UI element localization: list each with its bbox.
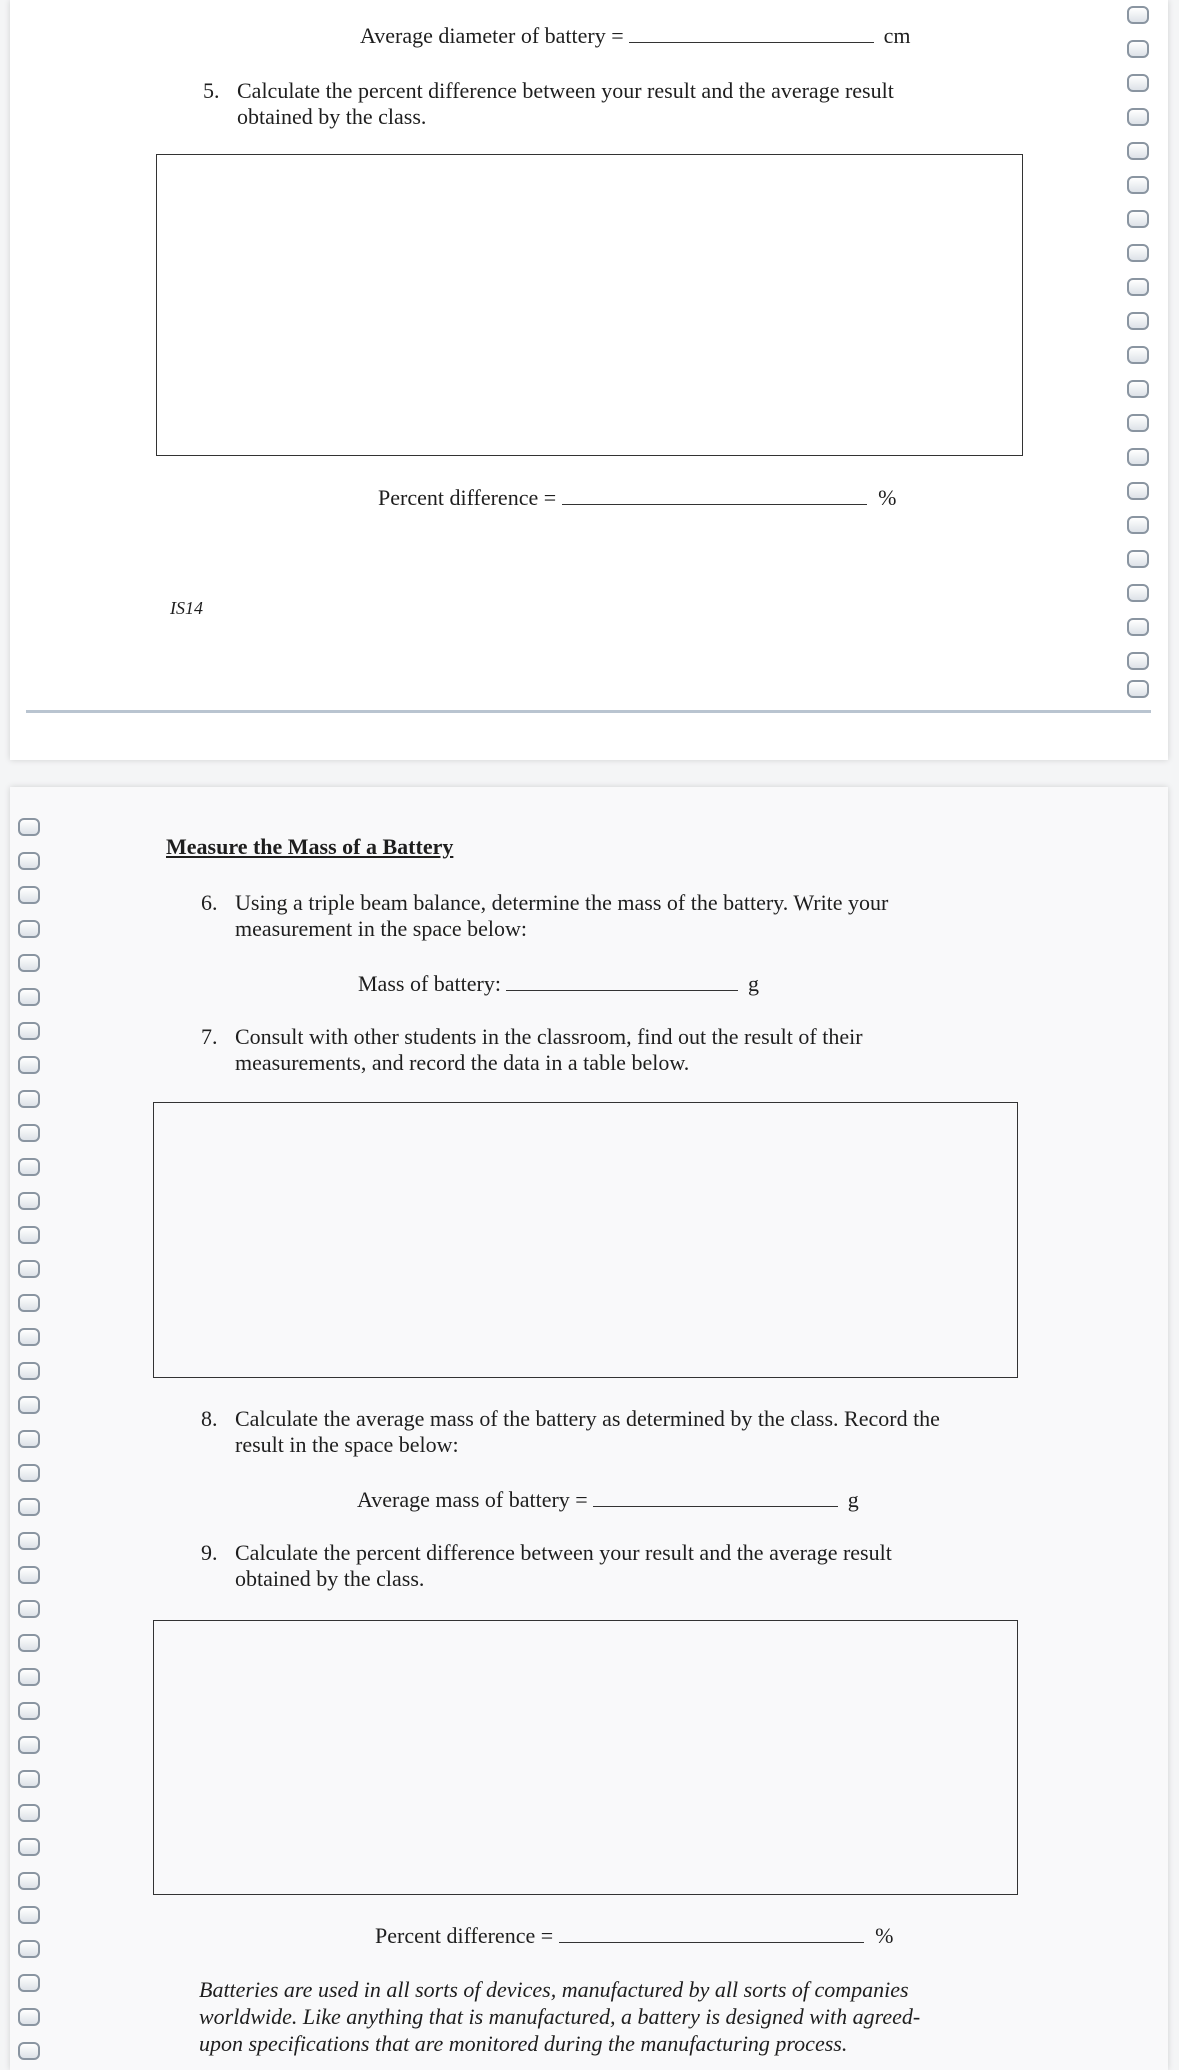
binding-ring	[18, 1056, 40, 1074]
avg-diameter-row	[360, 22, 911, 49]
binding-ring	[18, 2042, 40, 2060]
binding-ring	[1127, 680, 1149, 698]
binding-ring	[1127, 346, 1149, 364]
percent-diff-blank[interactable]	[562, 484, 867, 505]
binding-ring	[18, 1260, 40, 1278]
avg-diameter-unit: cm	[883, 23, 911, 48]
binding-ring	[18, 886, 40, 904]
q6-number: 6.	[201, 890, 218, 915]
binding-ring	[18, 1294, 40, 1312]
binding-ring	[1127, 108, 1149, 126]
binding-ring	[1127, 210, 1149, 228]
binding-ring	[18, 1940, 40, 1958]
q7-data-table-box[interactable]	[153, 1102, 1018, 1378]
percent-unit-2: %	[875, 1923, 894, 1948]
binding-ring	[18, 1566, 40, 1584]
percent-diff-label-2: Percent difference =	[375, 1923, 554, 1948]
binding-ring	[18, 1532, 40, 1550]
avg-diameter-blank[interactable]	[629, 22, 874, 43]
binding-ring	[1127, 618, 1149, 636]
binding-ring	[18, 1668, 40, 1686]
mass-unit: g	[747, 971, 759, 996]
binding-ring	[1127, 244, 1149, 262]
binding-ring	[18, 1906, 40, 1924]
mass-row	[358, 970, 759, 997]
q8-line-2: result in the space below:	[235, 1432, 459, 1457]
binding-ring	[1127, 176, 1149, 194]
binding-ring	[18, 1022, 40, 1040]
q8-line-1: Calculate the average mass of the battery as determined by the class. Record the	[235, 1406, 940, 1431]
binding-ring	[18, 1464, 40, 1482]
section-heading: Measure the Mass of a Battery	[166, 834, 454, 859]
binding-ring	[1127, 6, 1149, 24]
binding-ring	[18, 1362, 40, 1380]
q5-answer-box[interactable]	[156, 154, 1023, 456]
closing-line-3: upon specifications that are monitored during the manufacturing process.	[199, 2031, 848, 2056]
binding-ring	[1127, 550, 1149, 568]
mass-blank[interactable]	[506, 970, 738, 991]
page-code: IS14	[170, 598, 203, 618]
binding-ring	[1127, 74, 1149, 92]
mass-label: Mass of battery:	[358, 971, 501, 996]
q5-line-1: Calculate the percent difference between your result and the average result	[237, 78, 894, 103]
binding-ring	[18, 920, 40, 938]
binding-ring	[18, 1158, 40, 1176]
binding-ring	[1127, 516, 1149, 534]
percent-unit: %	[878, 485, 897, 510]
avg-diameter-label: Average diameter of battery =	[360, 23, 624, 48]
closing-line-2: worldwide. Like anything that is manufactured, a battery is designed with agreed-	[199, 2004, 921, 2029]
binding-ring	[1127, 380, 1149, 398]
binding-ring	[18, 1192, 40, 1210]
binding-ring	[18, 818, 40, 836]
percent-diff-row-2	[375, 1922, 893, 1949]
binding-ring	[18, 2008, 40, 2026]
binding-ring	[18, 954, 40, 972]
percent-diff-label: Percent difference =	[378, 485, 557, 510]
binding-ring	[18, 1090, 40, 1108]
binding-ring	[18, 1328, 40, 1346]
binding-ring	[1127, 40, 1149, 58]
closing-line-1: Batteries are used in all sorts of devices, manufactured by all sorts of companies	[199, 1977, 909, 2002]
binding-ring	[1127, 584, 1149, 602]
binding-ring	[18, 1226, 40, 1244]
q7-line-1: Consult with other students in the classroom, find out the result of their	[235, 1024, 863, 1049]
q7-line-2: measurements, and record the data in a table below.	[235, 1050, 690, 1075]
binding-ring	[18, 1804, 40, 1822]
binding-ring	[18, 1634, 40, 1652]
q9-line-1: Calculate the percent difference between your result and the average result	[235, 1540, 892, 1565]
binding-ring	[18, 1702, 40, 1720]
avg-mass-blank[interactable]	[593, 1486, 838, 1507]
binding-ring	[18, 1600, 40, 1618]
binding-ring	[1127, 278, 1149, 296]
q9-number: 9.	[201, 1540, 218, 1565]
q9-answer-box[interactable]	[153, 1620, 1018, 1895]
page-bottom-rule	[26, 710, 1151, 713]
binding-ring	[1127, 142, 1149, 160]
q9-line-2: obtained by the class.	[235, 1566, 425, 1591]
binding-ring	[1127, 414, 1149, 432]
binding-ring	[1127, 482, 1149, 500]
binding-ring	[18, 1430, 40, 1448]
closing-paragraph	[199, 1976, 989, 2057]
binding-ring	[18, 988, 40, 1006]
q8-number: 8.	[201, 1406, 218, 1431]
avg-mass-unit: g	[847, 1487, 859, 1512]
q5-line-2: obtained by the class.	[237, 104, 427, 129]
avg-mass-label: Average mass of battery =	[357, 1487, 588, 1512]
q6-line-1: Using a triple beam balance, determine the mass of the battery. Write your	[235, 890, 889, 915]
avg-mass-row	[357, 1486, 859, 1513]
binding-ring	[18, 852, 40, 870]
binding-ring	[18, 1770, 40, 1788]
percent-diff-row-1	[378, 484, 896, 511]
binding-ring	[18, 1974, 40, 1992]
binding-ring	[18, 1736, 40, 1754]
binding-ring	[1127, 312, 1149, 330]
binding-ring	[1127, 652, 1149, 670]
binding-ring	[1127, 448, 1149, 466]
binding-ring	[18, 1838, 40, 1856]
binding-ring	[18, 1498, 40, 1516]
percent-diff-blank-2[interactable]	[559, 1922, 864, 1943]
q6-line-2: measurement in the space below:	[235, 916, 528, 941]
q7-number: 7.	[201, 1024, 218, 1049]
binding-ring	[18, 1396, 40, 1414]
binding-ring	[18, 1124, 40, 1142]
binding-ring	[18, 1872, 40, 1890]
q5-number: 5.	[203, 78, 220, 103]
